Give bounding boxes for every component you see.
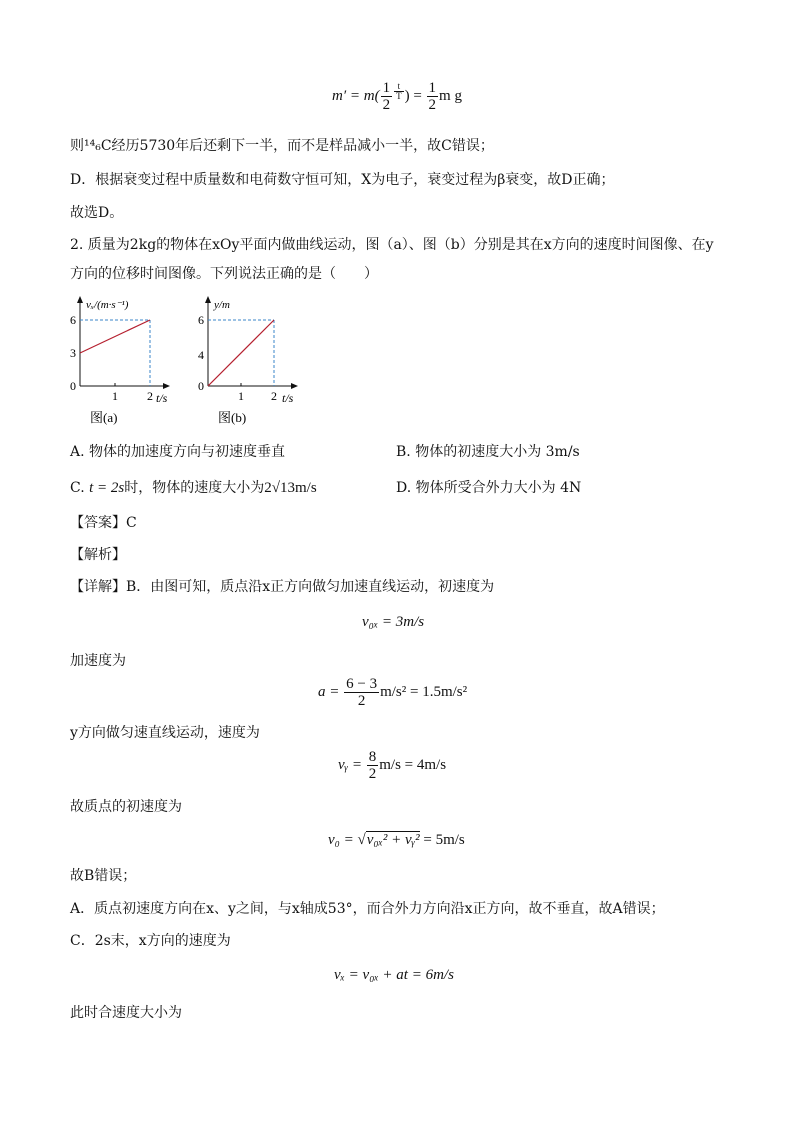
eq-a-rhs: m/s² = 1.5m/s² xyxy=(380,683,468,700)
graph-a-ytick-0: 0 xyxy=(70,379,76,393)
graph-b-xlabel: t/s xyxy=(282,391,294,405)
graph-b-ytick-0: 0 xyxy=(198,379,204,393)
graph-b xyxy=(188,296,298,426)
option-c-expr: t = 2s xyxy=(89,480,125,496)
option-c-text: 时，物体的速度大小为 xyxy=(124,480,265,496)
eq-a-lhs: a = xyxy=(318,683,344,700)
option-c-value: 2√13m/s xyxy=(264,480,317,496)
graph-a-xtick-2: 2 xyxy=(147,389,153,403)
accel-label: 加速度为 xyxy=(70,653,126,669)
graph-b-y-arrow xyxy=(205,296,211,303)
graph-b-caption: 图(b) xyxy=(218,410,247,425)
graph-b-ytick-6: 6 xyxy=(198,313,204,327)
graph-a-x-arrow xyxy=(163,383,170,389)
eq-v0-lhs: v₀ = xyxy=(328,832,358,848)
eq-v0 xyxy=(328,830,465,850)
graph-b-xtick-1: 1 xyxy=(238,389,244,403)
graph-a-xlabel: t/s xyxy=(156,391,168,405)
b-wrong: 故B错误； xyxy=(70,868,137,884)
graph-b-line xyxy=(208,320,274,386)
y-motion-label: y方向做匀速直线运动，速度为 xyxy=(70,725,260,741)
option-c[interactable] xyxy=(70,478,317,498)
eq-vy-rhs: m/s = 4m/s xyxy=(379,756,447,773)
graph-a-line xyxy=(80,320,150,353)
graph-b-xtick-2: 2 xyxy=(271,389,277,403)
line-c: 则¹⁴₆C经历5730年后还剩下一半，而不是样品减小一半，故C错误； xyxy=(70,138,494,154)
eq-v0x: v₀ₓ = 3m/s xyxy=(362,614,425,630)
combined-label: 此时合速度大小为 xyxy=(70,1005,182,1021)
line-select: 故选D。 xyxy=(70,205,124,221)
formula-fraction-half-2: $\frac{1}{2}$ xyxy=(428,80,437,113)
eq-v0-rhs: = 5m/s xyxy=(419,832,465,848)
graph-a-xtick-1: 1 xyxy=(112,389,118,403)
question-line-1: 2. 质量为2kg的物体在xOy平面内做曲线运动，图（a）、图（b）分别是其在x方向的速度时间图像、在y xyxy=(70,237,714,253)
graph-b-ylabel: y/m xyxy=(214,299,230,311)
question-line-2: 方向的位移时间图像。下列说法正确的是（ ） xyxy=(70,266,378,282)
line-d: D．根据衰变过程中质量数和电荷数守恒可知，X为电子，衰变过程为β衰变，故D正确； xyxy=(70,172,615,188)
formula-top xyxy=(332,80,462,114)
a-reason: A．质点初速度方向在x、y之间，与x轴成53°，而合外力方向沿x正方向，故不垂直，故A错误； xyxy=(70,901,665,917)
eq-a xyxy=(318,676,467,709)
graph-a-caption: 图(a) xyxy=(90,410,118,425)
eq-vx: vₓ = v₀ₓ + at = 6m/s xyxy=(334,967,454,983)
c-reason: C．2s末，x方向的速度为 xyxy=(70,933,231,949)
detail-line: 【详解】B．由图可知，质点沿x正方向做匀加速直线运动，初速度为 xyxy=(70,579,495,595)
eq-a-fraction: $\frac{6 - 3}{2}$ xyxy=(346,676,378,709)
formula-fraction-half: $\frac{1}{2}$ xyxy=(382,80,391,113)
graph-b-ytick-4: 4 xyxy=(198,348,204,362)
sqrt-icon: √ xyxy=(357,832,366,848)
graph-a-ytick-3: 3 xyxy=(70,346,76,360)
formula-rhs: m g xyxy=(439,87,462,104)
graph-a xyxy=(60,296,170,426)
init-speed-label: 故质点的初速度为 xyxy=(70,799,182,815)
eq-v0-root: v₀ₓ² + vᵧ² xyxy=(366,832,420,848)
eq-vy xyxy=(338,749,446,782)
graph-a-y-arrow xyxy=(77,296,83,303)
option-d[interactable]: D. 物体所受合外力大小为 4N xyxy=(396,480,582,496)
option-c-prefix: C. xyxy=(70,480,90,496)
answer: 【答案】C xyxy=(70,515,137,531)
analysis-heading: 【解析】 xyxy=(70,547,126,563)
eq-vy-lhs: vᵧ = xyxy=(338,756,366,773)
formula-eq: ) = xyxy=(404,87,426,104)
formula-exponent: t T xyxy=(396,81,402,102)
option-a[interactable]: A. 物体的加速度方向与初速度垂直 xyxy=(70,444,286,460)
formula-lhs: m′ = m( xyxy=(332,87,380,104)
graph-a-ytick-6: 6 xyxy=(70,313,76,327)
eq-vy-fraction: $\frac{8}{2}$ xyxy=(368,749,377,782)
graph-b-x-arrow xyxy=(291,383,298,389)
graph-a-ylabel: vₓ/(m·s⁻¹) xyxy=(86,299,129,311)
option-b[interactable]: B. 物体的初速度大小为 3m/s xyxy=(396,444,580,460)
